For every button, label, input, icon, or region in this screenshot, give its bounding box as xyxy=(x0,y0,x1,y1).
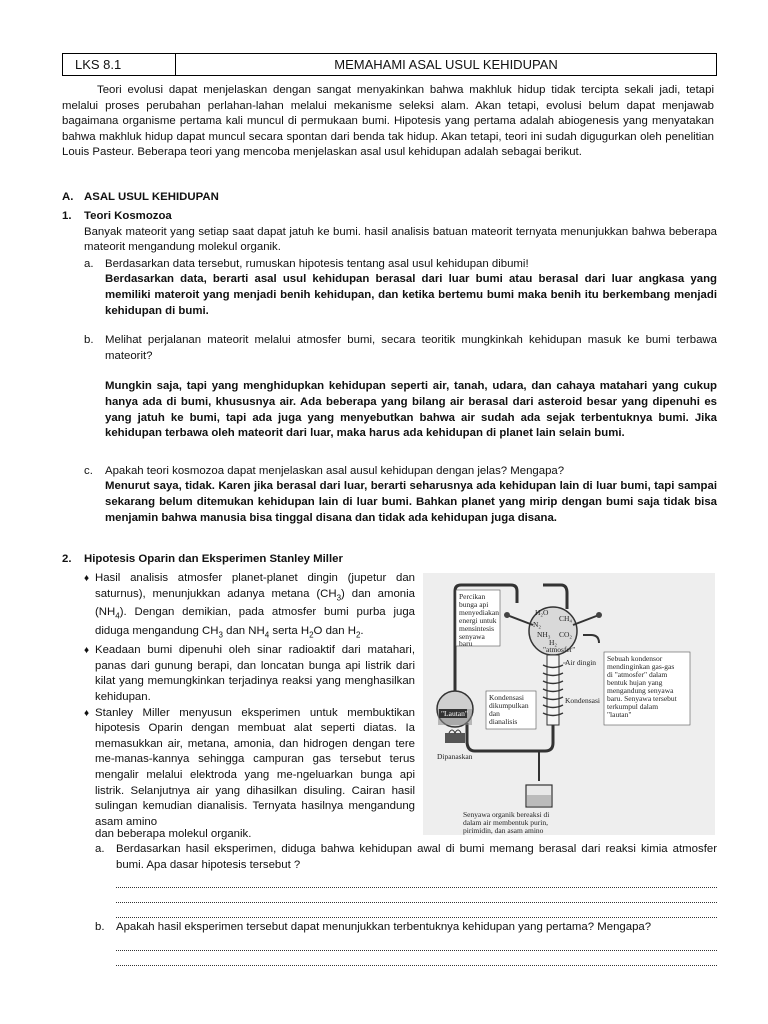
senyawa-note: pirimidin, dan asam amino xyxy=(463,826,544,835)
question-label: a. xyxy=(95,843,105,855)
worksheet-header xyxy=(62,53,717,76)
answer-text: Mungkin saja, tapi yang menghidupkan kehidupan seperti air, tanah, udara, dan cahaya matahari yang cukup hanya ada di bumi, khususnya air. Ada beberapa yang bilang air berasal dari asteroid besar yang dipenuhi es yang jatuh ke bumi, tapi ada juga yang menyebutkan bahwa air sudah ada sejak terbentuknya bumi. Jika kehidupan terbawa oleh mateorit dari luar, maka harus ada kehidupan di planet lain selain bumi. xyxy=(105,380,717,440)
item-2-question-a xyxy=(95,842,717,918)
kondensor-note: mengandung senyawa xyxy=(607,686,674,695)
item-1-question-b xyxy=(62,333,717,442)
kondensor-note: "lautan" xyxy=(607,710,632,719)
question-text: Apakah teori kosmozoa dapat menjelaskan asal ausul kehidupan dengan jelas? Mengapa? xyxy=(105,464,565,477)
kondensasi-label: Kondensasi xyxy=(565,696,600,705)
diamond-bullet-icon: ♦ xyxy=(84,573,90,584)
electrode xyxy=(507,615,533,625)
item-2-question-b xyxy=(95,920,717,966)
item-2-heading xyxy=(62,552,717,568)
bullet-atmosphere: ♦ Hasil analisis atmosfer planet-planet dingin (jupetur dan saturnus), menunjukkan adanya metana $(CH_3)$ dan amonia $(NH_4)$. Dengan demikian, pada atmosfer bumi purba juga diduga mengandung $CH_3$ dan $NH_4$ serta $H_2O$ dan $H_2$. xyxy=(84,571,415,643)
bullet-miller: ♦ Stanley Miller menyusun eksperimen untuk membuktikan hipotesis Oparin dengan membuat alat seperti diatas. Ia memasukkan air, metana, amonia, dan hidrogen dengan tere me-manas-kannya sehingga campuran gas tersebut terus mengalir melalui elektroda yang me-ngeluarkan bunga api listrik. Selanjutnya air yang dihasilkan disuling. Cairan hasil sulingan kemudian dianalisis. Ternyata hasilnya mengandung asam amino xyxy=(84,706,415,831)
answer-line[interactable] xyxy=(116,903,717,918)
label-percikan: baru xyxy=(459,639,473,648)
question-label: a. xyxy=(84,257,94,270)
kondensasi-box-text: dikumpulkan xyxy=(489,701,529,710)
kondensor-note: mendinginkan gas-gas xyxy=(607,662,675,671)
section-a-heading xyxy=(62,190,717,206)
kondensasi-box-text: Kondensasi xyxy=(489,693,524,702)
item-1-title: Teori Kosmozoa xyxy=(84,210,172,222)
question-text: Berdasarkan hasil eksperimen, diduga bahwa kehidupan awal di bumi memang berasal dari reaksi kimia atmosfer bumi. Apa dasar hipotesis tersebut ? xyxy=(116,843,717,871)
label-percikan: menyediakan xyxy=(459,608,499,617)
label-percikan: Percikan xyxy=(459,592,486,601)
worksheet-code: LKS 8.1 xyxy=(63,54,176,75)
kondensor-note: terkumpul dalam xyxy=(607,702,659,711)
item-1-question-c xyxy=(62,464,717,526)
answer-line[interactable] xyxy=(116,936,717,951)
heater xyxy=(445,733,465,743)
item-1-number: 1. xyxy=(62,210,72,222)
dipanaskan-label: Dipanaskan xyxy=(437,752,473,761)
kondensasi-box-text: dianalisis xyxy=(489,717,518,726)
answer-text: Menurut saya, tidak. Karen jika berasal dari luar, berarti seharusnya ada kehidupan lain di luar bumi, tapi sampai sekarang belum ditemukan kehidupan lain di luar bumi. Bahkan planet yang mirip dengan bumi saja tidak bisa menjamin bahwa manusia bisa tinggal disana dan tidak ada kehidupan juga disana. xyxy=(105,480,717,524)
kondensor-note: bentuk hujan yang xyxy=(607,678,663,687)
answer-line[interactable] xyxy=(116,888,717,903)
answer-line[interactable] xyxy=(116,873,717,888)
beaker-liquid xyxy=(527,795,551,806)
electrode-terminal xyxy=(596,612,602,618)
question-label: b. xyxy=(84,334,94,347)
section-a-title: ASAL USUL KEHIDUPAN xyxy=(84,191,219,203)
bullet-miller-continuation: dan beberapa molekul organik. xyxy=(95,828,252,840)
kondensor-note: Sebuah kondensor xyxy=(607,654,663,663)
question-text: Melihat perjalanan mateorit melalui atmosfer bumi, secara teoritik mungkinkah kehidupan masuk ke bumi terbawa mateorit? xyxy=(105,334,717,362)
flame-icon xyxy=(449,730,461,733)
section-a-label: A. xyxy=(62,191,74,203)
question-text: Apakah hasil eksperimen tersebut dapat menunjukkan terbentuknya kehidupan yang pertama? Mengapa? xyxy=(116,921,652,933)
apparatus-tube xyxy=(583,635,599,643)
question-label: b. xyxy=(95,921,105,933)
kondensor-note: baru. Senyawa tersebut xyxy=(607,694,677,703)
item-1 xyxy=(62,209,717,526)
gas-n2-label: N₂ xyxy=(533,620,542,629)
kondensor-note: di "atmosfer" dalam xyxy=(607,670,668,679)
question-label: c. xyxy=(84,464,93,477)
electrode xyxy=(573,615,599,625)
intro-paragraph: Teori evolusi dapat menjelaskan dengan sangat menyakinkan bahwa makhluk hidup tidak tercipta sekali jadi, tetapi melalui proses perubahan perlahan-lahan melalui mekanisme seleksi alam. Akan tetapi, evolusi belum dapat menjawab bagaimana organisme pertama kali muncul di permukaan bumi. Hipotesis yang pertama adalah abiogenesis yang menyatakan bahwa makhluk hidup dapat muncul secara spontan dari benda tak hidup. Akan tetapi, teori ini sudah digugurkan oleh penelitian Louis Pasteur. Beberapa teori yang mencoba menjelaskan asal usul kehidupan adalah sebagai berikut. xyxy=(62,84,714,159)
gas-h2-label: H₂ xyxy=(549,638,558,647)
item-2-title: Hipotesis Oparin dan Eksperimen Stanley Miller xyxy=(84,553,343,565)
answer-text: Berdasarkan data, berarti asal usul kehidupan berasal dari luar bumi atau berasal dari luar angkasa yang memiliki materoit yang menjadi benih kehidupan, dan ketika bertemu bumi maka benih itu berkembang menjadi kehidupan di bumi. xyxy=(105,273,717,317)
item-1-question-a xyxy=(62,257,717,319)
senyawa-note: dalam air membentuk purin, xyxy=(463,818,548,827)
gas-nh3-label: NH₃ xyxy=(537,630,551,639)
diamond-bullet-icon: ♦ xyxy=(84,707,90,719)
item-1-text: Banyak mateorit yang setiap saat dapat jatuh ke bumi. hasil analisis batuan mateorit ternyata menunjukkan bahwa beberapa mateorit mengandung molekul organik. xyxy=(84,225,717,254)
question-text: Berdasarkan data tersebut, rumuskan hipotesis tentang asal usul kehidupan dibumi! xyxy=(105,257,529,270)
item-2-bullets xyxy=(84,571,415,830)
label-percikan: mensintesis xyxy=(459,624,494,633)
answer-line[interactable] xyxy=(116,951,717,966)
lautan-label: "Lautan" xyxy=(441,709,468,718)
kondensasi-box-text: dan xyxy=(489,709,500,718)
apparatus-diagram xyxy=(423,573,715,835)
gas-co2-label: CO₂ xyxy=(559,630,573,639)
gas-ch4-label: CH₄ xyxy=(559,614,573,623)
apparatus-tube xyxy=(543,585,567,609)
item-2-number: 2. xyxy=(62,553,72,565)
atmosfer-label: "atmosfer" xyxy=(543,645,576,654)
miller-apparatus-figure xyxy=(423,573,715,835)
label-percikan: bunga api xyxy=(459,600,489,609)
diamond-bullet-icon: ♦ xyxy=(84,645,90,657)
label-percikan: energi untuk xyxy=(459,616,497,625)
senyawa-note: Senyawa organik bereaksi di xyxy=(463,810,550,819)
gas-h2o-label: H₂O xyxy=(535,608,549,617)
electrode-terminal xyxy=(504,612,510,618)
label-percikan: senyawa xyxy=(459,632,485,641)
worksheet-title: MEMAHAMI ASAL USUL KEHIDUPAN xyxy=(334,57,558,72)
bullet-energy: ♦ Keadaan bumi dipenuhi oleh sinar radioaktif dari matahari, panas dari gunung berapi, dan loncatan bunga api listrik dari kilat yang memungkinkan terjadinya reaksi yang menghasilkan kehidupan. xyxy=(84,643,415,705)
air-dingin-label: Air dingin xyxy=(565,658,597,667)
